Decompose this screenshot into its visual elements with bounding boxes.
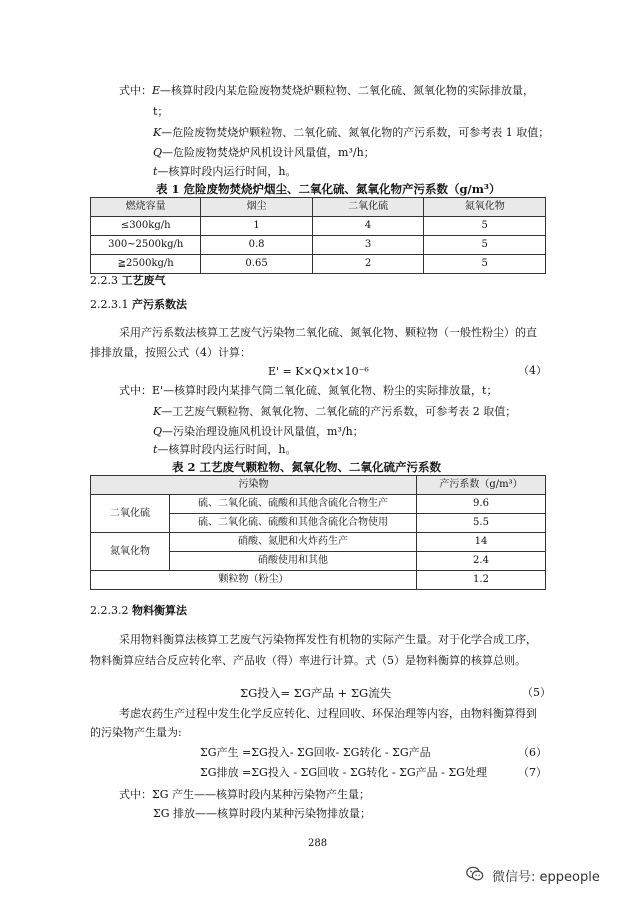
table-cell: 5 — [424, 217, 546, 236]
table-cell: 2.4 — [417, 552, 546, 571]
table2-group-nox: 氮氧化物 — [91, 533, 170, 571]
section-title: 物料衡算法 — [131, 604, 187, 617]
table-cell: 9.6 — [417, 495, 546, 514]
paragraph-line: 排排放量，按照公式（4）计算： — [90, 346, 251, 359]
table-cell: 硝酸、氮肥和火炸药生产 — [170, 533, 417, 552]
symbol-t: t — [153, 165, 158, 178]
table-cell: 硫、二氧化硫、硫酸和其他含硫化合物生产 — [170, 495, 417, 514]
table-cell: ≤300kg/h — [91, 217, 201, 236]
section-number: 2.2.3.2 — [90, 604, 129, 617]
section-2-2-3-heading — [90, 272, 166, 288]
table-cell: 1.2 — [417, 571, 546, 590]
formula-defs-1-K-line — [153, 124, 549, 140]
table-cell: 14 — [417, 533, 546, 552]
table-cell: 硫、二氧化硫、硫酸和其他含硫化合物使用 — [170, 514, 417, 533]
table-cell: 硝酸使用和其他 — [170, 552, 417, 571]
table-cell: 5 — [424, 236, 546, 255]
symbol-E: E — [152, 84, 161, 97]
table2 — [90, 475, 546, 590]
table-row — [91, 236, 546, 255]
formula-5-number: （5） — [522, 686, 551, 699]
symbol-Q: Q — [153, 425, 163, 438]
def-text: ΣG 产生——核算时段内某种污染物产生量； — [152, 788, 371, 801]
formula-5: ΣG投入= ΣG产品 + ΣG流失 — [240, 686, 392, 700]
table1-caption: 表 1 危险废物焚烧炉烟尘、二氧化硫、氮氧化物产污系数（g/m³） — [156, 182, 501, 196]
wechat-icon — [466, 866, 484, 882]
section-title: 工艺废气 — [121, 274, 166, 287]
formula-defs-3-line2: ΣG 排放——核算时段内某种污染物排放量； — [153, 807, 372, 820]
formula-6: ΣG产生 =ΣG投入- ΣG回收- ΣG转化 - ΣG产品 — [200, 746, 431, 759]
paragraph-line: 采用物料衡算法核算工艺废气污染物挥发性有机物的实际产生量。对于化学合成工序， — [119, 633, 537, 646]
symbol-E-prime: E' — [152, 384, 164, 397]
table-cell: 2 — [312, 255, 424, 274]
def-text: —污染治理设施风机设计风量值，m³/h； — [162, 425, 364, 438]
def-text: —核算时段内某排气筒二氧化硫、氮氧化物、粉尘的实际排放量，t； — [163, 384, 498, 397]
table2-header-coef: 产污系数（g/m³） — [417, 476, 546, 495]
section-2-2-3-1-heading — [90, 296, 187, 312]
formula-defs-2-Q-line — [153, 423, 364, 439]
table2-header-row — [91, 476, 546, 495]
formula-defs-2-K-line — [153, 403, 516, 419]
formula-7-number: （7） — [518, 766, 547, 779]
def-text: —核算时段内运行时间，h。 — [157, 165, 297, 178]
formula-defs-2-t-line — [153, 441, 297, 457]
table-cell: 5 — [424, 255, 546, 274]
table-cell: 4 — [312, 217, 424, 236]
formula-defs-lead: 式中： — [119, 788, 152, 801]
symbol-Q: Q — [153, 146, 163, 159]
formula-defs-lead: 式中： — [119, 84, 152, 97]
formula-defs-1-Q-line — [153, 144, 375, 160]
section-title: 产污系数法 — [131, 298, 187, 311]
table-cell: ≧2500kg/h — [91, 255, 201, 274]
symbol-K: K — [153, 126, 162, 139]
table2-group-so2: 二氧化硫 — [91, 495, 170, 533]
formula-defs-2-E-line — [119, 382, 497, 398]
paragraph-line: 考虑农药生产过程中发生化学反应转化、过程回收、环保治理等内容，由物料衡算得到 — [119, 707, 537, 720]
def-text: —危险废物焚烧炉风机设计风量值，m³/h； — [162, 146, 375, 159]
paragraph-line: 物料衡算应结合反应转化率、产品收（得）率进行计算。式（5）是物料衡算的核算总则。 — [90, 654, 526, 667]
table-cell: 0.8 — [201, 236, 312, 255]
section-number: 2.2.3.1 — [90, 298, 129, 311]
formula-defs-1-t-line — [153, 163, 297, 179]
formula-defs-3-line1 — [119, 786, 370, 802]
section-2-2-3-2-heading — [90, 602, 187, 618]
paragraph-line: 的污染物产生量为: — [90, 726, 182, 739]
watermark-text: 微信号: eppeople — [492, 870, 600, 885]
table2-caption: 表 2 工艺废气颗粒物、氮氧化物、二氧化硫产污系数 — [172, 460, 442, 474]
def-text: —危险废物焚烧炉颗粒物、二氧化硫、氮氧化物的产污系数，可参考表 1 取值； — [161, 126, 550, 139]
table2-header-pollutant: 污染物 — [91, 476, 417, 495]
formula-7: ΣG排放 =ΣG投入 - ΣG回收 - ΣG转化 - ΣG产品 - ΣG处理 — [200, 766, 487, 779]
table-cell: 0.65 — [201, 255, 312, 274]
symbol-t: t — [153, 443, 158, 456]
formula-defs-lead: 式中： — [119, 384, 152, 397]
table-cell: 5.5 — [417, 514, 546, 533]
table-cell: 1 — [201, 217, 312, 236]
formula-defs-1-E-unit: t； — [153, 105, 169, 118]
table-cell: 300~2500kg/h — [91, 236, 201, 255]
paragraph-line: 采用产污系数法核算工艺废气污染物二氧化硫、氮氧化物、颗粒物（一般性粉尘）的直 — [119, 326, 537, 339]
table-cell: 3 — [312, 236, 424, 255]
table1 — [90, 197, 546, 274]
def-text: —工艺废气颗粒物、氮氧化物、二氧化硫的产污系数，可参考表 2 取值； — [161, 405, 517, 418]
table1-header-cell: 二氧化硫 — [312, 198, 424, 217]
table-cell: 颗粒物（粉尘） — [91, 571, 417, 590]
table-row — [91, 495, 546, 514]
formula-4: E' = K×Q×t×10⁻⁶ — [268, 365, 369, 378]
table1-header-cell: 烟尘 — [201, 198, 312, 217]
table1-header-cell: 燃烧容量 — [91, 198, 201, 217]
table1-header-cell: 氮氧化物 — [424, 198, 546, 217]
def-text: —核算时段内某危险废物焚烧炉颗粒物、二氧化硫、氮氧化物的实际排放量， — [160, 84, 535, 97]
formula-defs-1-E-line — [119, 82, 534, 98]
page-number: 288 — [308, 838, 328, 849]
table-row — [91, 571, 546, 590]
table-row — [91, 255, 546, 274]
formula-4-number: （4） — [518, 364, 547, 377]
table-row — [91, 217, 546, 236]
table1-header-row — [91, 198, 546, 217]
def-text: —核算时段内运行时间，h。 — [157, 443, 297, 456]
table-row — [91, 533, 546, 552]
section-number: 2.2.3 — [90, 274, 118, 287]
formula-6-number: （6） — [518, 746, 547, 759]
symbol-K: K — [153, 405, 162, 418]
